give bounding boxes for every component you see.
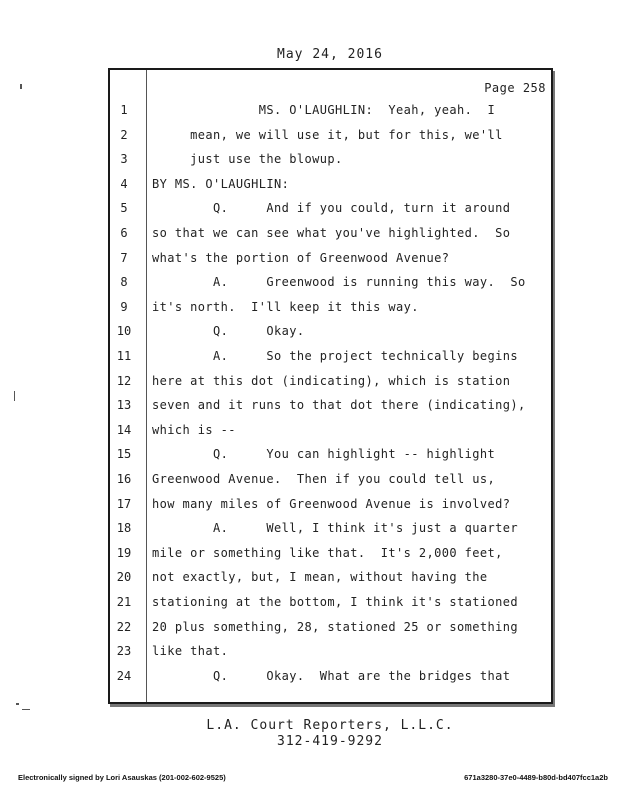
transcript-line-text: A. So the project technically begins <box>152 349 518 363</box>
line-number: 14 <box>116 423 132 437</box>
transcript-line-text: mile or something like that. It's 2,000 feet, <box>152 546 503 560</box>
transcript-line-text: seven and it runs to that dot there (indicating), <box>152 398 526 412</box>
line-number: 18 <box>116 521 132 535</box>
transcript-line-text: which is -- <box>152 423 236 437</box>
footer-phone: 312-419-9292 <box>277 734 383 749</box>
transcript-line-text: BY MS. O'LAUGHLIN: <box>152 177 290 191</box>
page-number: Page 258 <box>484 81 546 95</box>
line-number: 10 <box>116 324 132 338</box>
line-number: 22 <box>116 620 132 634</box>
line-number: 11 <box>116 349 132 363</box>
line-number: 23 <box>116 644 132 658</box>
scan-speck <box>22 709 30 710</box>
header-date: May 24, 2016 <box>277 47 383 62</box>
line-number: 12 <box>116 374 132 388</box>
transcript-line-text: 20 plus something, 28, stationed 25 or something <box>152 620 518 634</box>
line-number: 17 <box>116 497 132 511</box>
line-number: 15 <box>116 447 132 461</box>
transcript-line-text: so that we can see what you've highlighted. So <box>152 226 511 240</box>
line-number: 5 <box>120 201 128 215</box>
line-number-rule <box>146 70 147 702</box>
transcript-line-text: stationing at the bottom, I think it's stationed <box>152 595 518 609</box>
transcript-line-text: Greenwood Avenue. Then if you could tell us, <box>152 472 496 486</box>
document-hash: 671a3280-37e0-4489-b80d-bd407fcc1a2b <box>464 773 608 782</box>
line-number: 6 <box>120 226 128 240</box>
transcript-line-text: here at this dot (indicating), which is station <box>152 374 511 388</box>
transcript-line-text: A. Well, I think it's just a quarter <box>152 521 518 535</box>
line-number: 19 <box>116 546 132 560</box>
line-number: 4 <box>120 177 128 191</box>
scan-speck <box>16 703 19 705</box>
transcript-line-text: just use the blowup. <box>152 152 343 166</box>
transcript-line-text: Q. Okay. <box>152 324 305 338</box>
line-number: 13 <box>116 398 132 412</box>
line-number: 9 <box>120 300 128 314</box>
line-number: 7 <box>120 251 128 265</box>
transcript-line-text: not exactly, but, I mean, without having the <box>152 570 488 584</box>
transcript-line-text: like that. <box>152 644 229 658</box>
transcript-line-text: Q. Okay. What are the bridges that <box>152 669 511 683</box>
line-number: 21 <box>116 595 132 609</box>
footer-company: L.A. Court Reporters, L.L.C. <box>206 718 454 733</box>
transcript-line-text: Q. You can highlight -- highlight <box>152 447 496 461</box>
line-number: 20 <box>116 570 132 584</box>
transcript-line-text: MS. O'LAUGHLIN: Yeah, yeah. I <box>152 103 496 117</box>
transcript-line-text: mean, we will use it, but for this, we'll <box>152 128 503 142</box>
line-number: 1 <box>120 103 128 117</box>
line-number: 2 <box>120 128 128 142</box>
scan-speck <box>14 391 15 401</box>
transcript-line-text: it's north. I'll keep it this way. <box>152 300 419 314</box>
line-number: 3 <box>120 152 128 166</box>
line-number: 16 <box>116 472 132 486</box>
transcript-line-text: A. Greenwood is running this way. So <box>152 275 526 289</box>
line-number: 24 <box>116 669 132 683</box>
transcript-line-text: how many miles of Greenwood Avenue is involved? <box>152 497 511 511</box>
transcript-line-text: Q. And if you could, turn it around <box>152 201 511 215</box>
scan-speck <box>20 84 22 89</box>
line-number: 8 <box>120 275 128 289</box>
transcript-line-text: what's the portion of Greenwood Avenue? <box>152 251 450 265</box>
e-signature-text: Electronically signed by Lori Asauskas (201-002-602-9525) <box>18 773 226 782</box>
